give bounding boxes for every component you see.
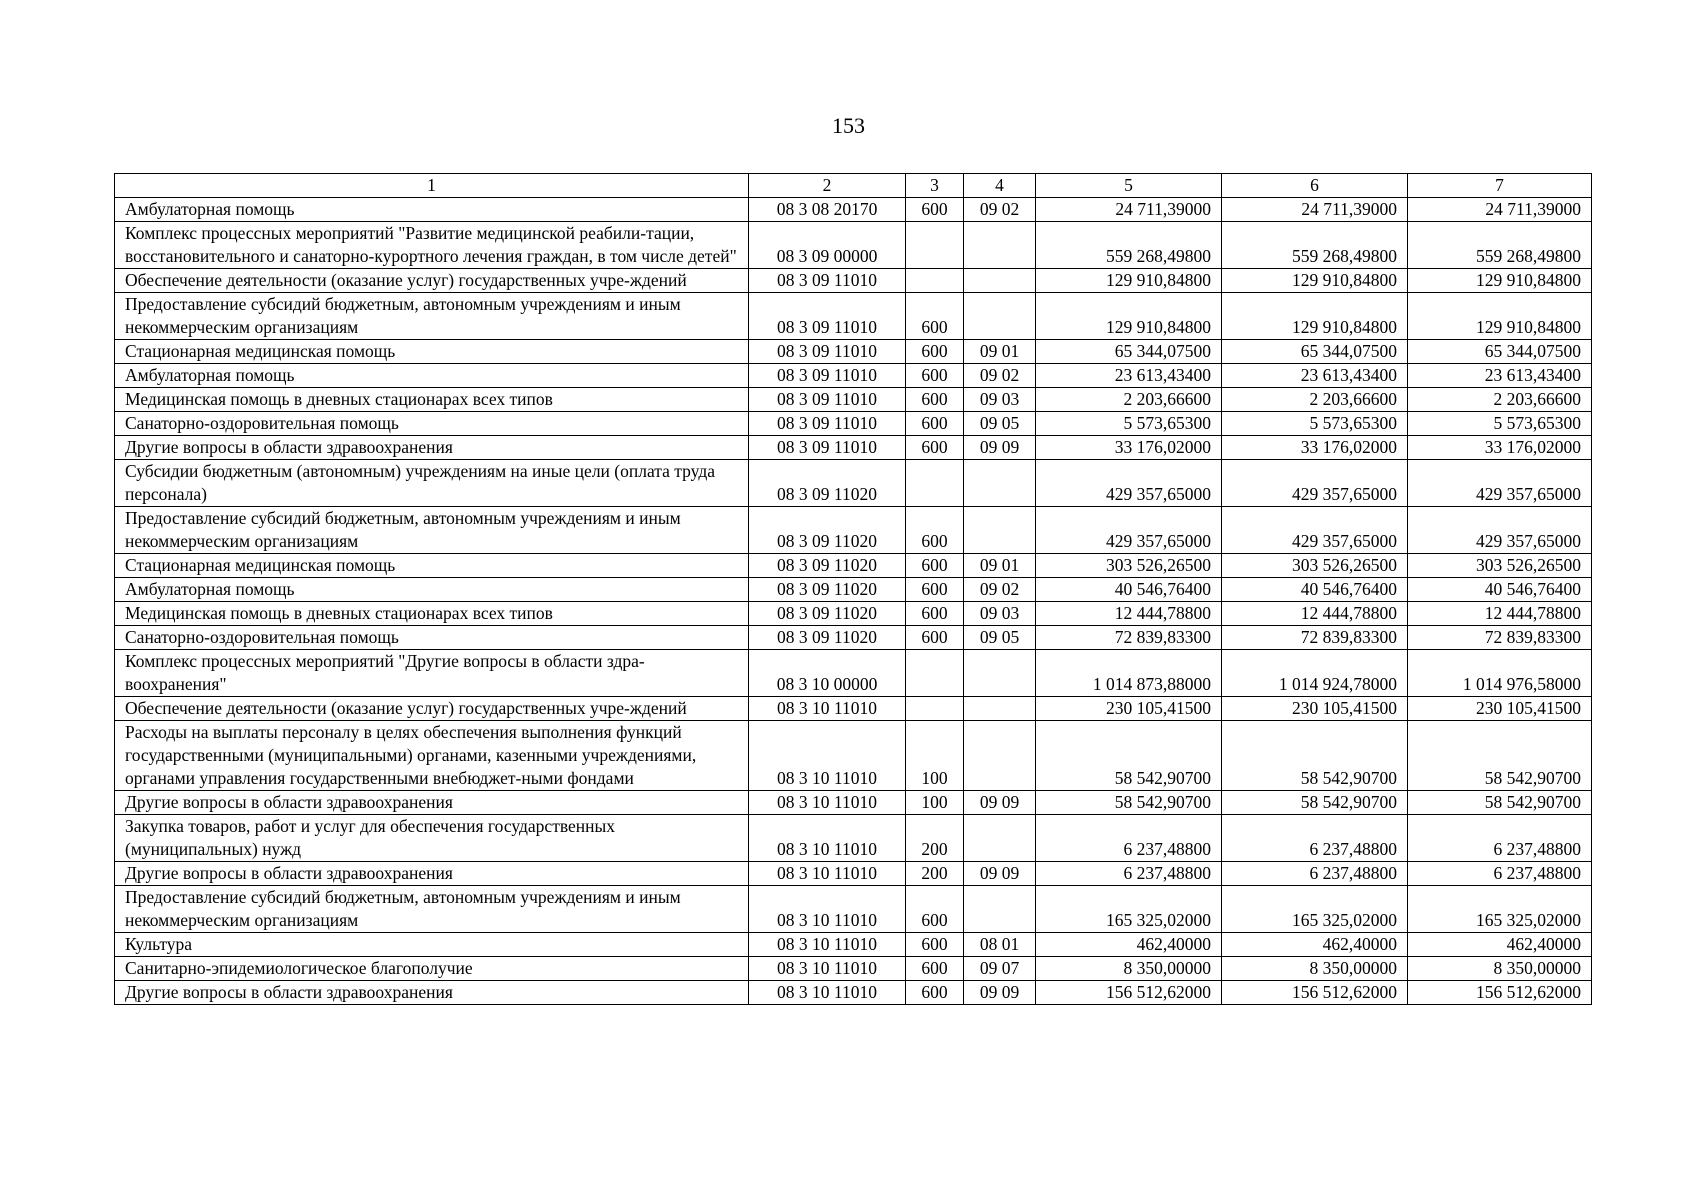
row-expense-type-cell: 600	[906, 602, 964, 626]
row-target-code-cell: 08 3 08 20170	[749, 198, 906, 222]
row-target-code-cell: 08 3 09 11010	[749, 340, 906, 364]
row-section-cell: 09 02	[964, 198, 1036, 222]
row-amount-cell: 165 325,02000	[1408, 886, 1592, 933]
row-section-cell	[964, 222, 1036, 269]
table-row	[115, 222, 1592, 269]
row-amount-cell: 58 542,90700	[1222, 721, 1408, 791]
row-target-code-cell: 08 3 09 11010	[749, 364, 906, 388]
row-amount-cell: 12 444,78800	[1222, 602, 1408, 626]
row-amount-cell: 303 526,26500	[1408, 554, 1592, 578]
row-amount-cell: 24 711,39000	[1408, 198, 1592, 222]
row-expense-type-cell: 600	[906, 198, 964, 222]
row-name-cell: Предоставление субсидий бюджетным, автономным учреждениям и иным некоммерческим организациям	[115, 293, 749, 340]
row-amount-cell: 230 105,41500	[1408, 697, 1592, 721]
row-amount-cell: 129 910,84800	[1222, 293, 1408, 340]
row-amount-cell: 1 014 924,78000	[1222, 650, 1408, 697]
column-number: 1	[115, 174, 749, 198]
row-section-cell: 09 09	[964, 862, 1036, 886]
row-expense-type-cell: 200	[906, 815, 964, 862]
row-amount-cell: 230 105,41500	[1036, 697, 1222, 721]
row-amount-cell: 429 357,65000	[1408, 507, 1592, 554]
row-amount-cell: 2 203,66600	[1222, 388, 1408, 412]
row-target-code-cell: 08 3 10 11010	[749, 862, 906, 886]
row-section-cell: 09 09	[964, 981, 1036, 1005]
row-expense-type-cell: 600	[906, 412, 964, 436]
row-target-code-cell: 08 3 10 11010	[749, 981, 906, 1005]
table-row	[115, 554, 1592, 578]
row-target-code-cell: 08 3 10 11010	[749, 886, 906, 933]
row-name-cell: Медицинская помощь в дневных стационарах всех типов	[115, 602, 749, 626]
page-number: 153	[832, 113, 865, 138]
row-section-cell: 09 05	[964, 412, 1036, 436]
row-amount-cell: 129 910,84800	[1036, 269, 1222, 293]
table-row	[115, 198, 1592, 222]
row-expense-type-cell: 600	[906, 388, 964, 412]
table-row	[115, 791, 1592, 815]
row-expense-type-cell: 600	[906, 554, 964, 578]
row-amount-cell: 24 711,39000	[1036, 198, 1222, 222]
table-row	[115, 436, 1592, 460]
row-section-cell: 09 03	[964, 388, 1036, 412]
row-amount-cell: 156 512,62000	[1036, 981, 1222, 1005]
row-amount-cell: 65 344,07500	[1036, 340, 1222, 364]
budget-table	[114, 173, 1592, 1005]
row-target-code-cell: 08 3 09 11020	[749, 554, 906, 578]
table-row	[115, 626, 1592, 650]
row-amount-cell: 72 839,83300	[1408, 626, 1592, 650]
row-amount-cell: 129 910,84800	[1408, 293, 1592, 340]
row-name-cell: Субсидии бюджетным (автономным) учреждениям на иные цели (оплата труда персонала)	[115, 460, 749, 507]
row-name-cell: Комплекс процессных мероприятий "Развитие медицинской реабили-тации, восстановительного и санаторно-курортного лечения граждан, в том числе детей"	[115, 222, 749, 269]
row-section-cell	[964, 293, 1036, 340]
row-expense-type-cell: 100	[906, 791, 964, 815]
row-section-cell	[964, 815, 1036, 862]
table-row	[115, 293, 1592, 340]
row-name-cell: Санаторно-оздоровительная помощь	[115, 626, 749, 650]
row-amount-cell: 129 910,84800	[1222, 269, 1408, 293]
row-amount-cell: 2 203,66600	[1408, 388, 1592, 412]
row-target-code-cell: 08 3 09 11020	[749, 626, 906, 650]
row-amount-cell: 72 839,83300	[1036, 626, 1222, 650]
row-name-cell: Амбулаторная помощь	[115, 578, 749, 602]
row-amount-cell: 462,40000	[1036, 933, 1222, 957]
row-expense-type-cell: 600	[906, 293, 964, 340]
row-target-code-cell: 08 3 10 11010	[749, 721, 906, 791]
row-name-cell: Другие вопросы в области здравоохранения	[115, 981, 749, 1005]
table-row	[115, 388, 1592, 412]
row-amount-cell: 6 237,48800	[1036, 815, 1222, 862]
row-amount-cell: 2 203,66600	[1036, 388, 1222, 412]
row-amount-cell: 303 526,26500	[1036, 554, 1222, 578]
row-amount-cell: 6 237,48800	[1408, 815, 1592, 862]
column-number: 5	[1036, 174, 1222, 198]
row-amount-cell: 58 542,90700	[1408, 721, 1592, 791]
row-amount-cell: 23 613,43400	[1222, 364, 1408, 388]
row-target-code-cell: 08 3 09 11020	[749, 602, 906, 626]
row-expense-type-cell	[906, 269, 964, 293]
table-row	[115, 602, 1592, 626]
row-section-cell	[964, 507, 1036, 554]
row-target-code-cell: 08 3 10 11010	[749, 957, 906, 981]
row-target-code-cell: 08 3 10 11010	[749, 791, 906, 815]
row-expense-type-cell	[906, 697, 964, 721]
row-section-cell: 08 01	[964, 933, 1036, 957]
table-row	[115, 340, 1592, 364]
table-row	[115, 815, 1592, 862]
row-name-cell: Стационарная медицинская помощь	[115, 554, 749, 578]
row-amount-cell: 462,40000	[1222, 933, 1408, 957]
row-name-cell: Санаторно-оздоровительная помощь	[115, 412, 749, 436]
row-section-cell	[964, 721, 1036, 791]
row-expense-type-cell: 600	[906, 364, 964, 388]
row-amount-cell: 462,40000	[1408, 933, 1592, 957]
row-target-code-cell: 08 3 10 11010	[749, 933, 906, 957]
row-target-code-cell: 08 3 09 11010	[749, 436, 906, 460]
row-target-code-cell: 08 3 10 00000	[749, 650, 906, 697]
table-row	[115, 981, 1592, 1005]
row-section-cell: 09 09	[964, 791, 1036, 815]
row-amount-cell: 165 325,02000	[1222, 886, 1408, 933]
table-header-row	[115, 174, 1592, 198]
row-amount-cell: 58 542,90700	[1408, 791, 1592, 815]
row-target-code-cell: 08 3 09 11010	[749, 412, 906, 436]
table-row	[115, 460, 1592, 507]
row-amount-cell: 1 014 976,58000	[1408, 650, 1592, 697]
row-name-cell: Комплекс процессных мероприятий "Другие вопросы в области здра-воохранения"	[115, 650, 749, 697]
column-number: 2	[749, 174, 906, 198]
row-amount-cell: 72 839,83300	[1222, 626, 1408, 650]
row-target-code-cell: 08 3 09 11010	[749, 388, 906, 412]
row-amount-cell: 40 546,76400	[1036, 578, 1222, 602]
row-section-cell: 09 01	[964, 340, 1036, 364]
row-amount-cell: 33 176,02000	[1222, 436, 1408, 460]
row-expense-type-cell: 600	[906, 578, 964, 602]
column-number: 6	[1222, 174, 1408, 198]
row-target-code-cell: 08 3 10 11010	[749, 697, 906, 721]
row-amount-cell: 6 237,48800	[1222, 862, 1408, 886]
row-amount-cell: 6 237,48800	[1036, 862, 1222, 886]
row-name-cell: Амбулаторная помощь	[115, 198, 749, 222]
row-amount-cell: 156 512,62000	[1408, 981, 1592, 1005]
row-section-cell: 09 09	[964, 436, 1036, 460]
table-row	[115, 364, 1592, 388]
row-amount-cell: 65 344,07500	[1408, 340, 1592, 364]
row-section-cell	[964, 650, 1036, 697]
row-amount-cell: 129 910,84800	[1408, 269, 1592, 293]
row-amount-cell: 559 268,49800	[1408, 222, 1592, 269]
row-section-cell: 09 01	[964, 554, 1036, 578]
row-name-cell: Стационарная медицинская помощь	[115, 340, 749, 364]
row-amount-cell: 8 350,00000	[1408, 957, 1592, 981]
row-section-cell: 09 02	[964, 578, 1036, 602]
column-number: 3	[906, 174, 964, 198]
row-amount-cell: 156 512,62000	[1222, 981, 1408, 1005]
row-name-cell: Другие вопросы в области здравоохранения	[115, 791, 749, 815]
row-expense-type-cell: 600	[906, 507, 964, 554]
row-target-code-cell: 08 3 09 11010	[749, 293, 906, 340]
table-row	[115, 412, 1592, 436]
row-expense-type-cell	[906, 460, 964, 507]
row-amount-cell: 40 546,76400	[1222, 578, 1408, 602]
row-amount-cell: 40 546,76400	[1408, 578, 1592, 602]
row-amount-cell: 303 526,26500	[1222, 554, 1408, 578]
row-amount-cell: 33 176,02000	[1408, 436, 1592, 460]
row-name-cell: Медицинская помощь в дневных стационарах всех типов	[115, 388, 749, 412]
table-row	[115, 507, 1592, 554]
row-section-cell	[964, 697, 1036, 721]
row-target-code-cell: 08 3 09 11020	[749, 460, 906, 507]
row-amount-cell: 12 444,78800	[1036, 602, 1222, 626]
row-section-cell: 09 05	[964, 626, 1036, 650]
row-amount-cell: 33 176,02000	[1036, 436, 1222, 460]
row-section-cell: 09 02	[964, 364, 1036, 388]
column-number: 4	[964, 174, 1036, 198]
table-row	[115, 886, 1592, 933]
row-name-cell: Другие вопросы в области здравоохранения	[115, 862, 749, 886]
row-expense-type-cell: 600	[906, 886, 964, 933]
row-name-cell: Культура	[115, 933, 749, 957]
row-expense-type-cell: 600	[906, 436, 964, 460]
row-expense-type-cell: 600	[906, 340, 964, 364]
row-expense-type-cell: 600	[906, 933, 964, 957]
row-expense-type-cell: 600	[906, 957, 964, 981]
row-name-cell: Амбулаторная помощь	[115, 364, 749, 388]
row-name-cell: Обеспечение деятельности (оказание услуг) государственных учре-ждений	[115, 697, 749, 721]
row-amount-cell: 429 357,65000	[1036, 460, 1222, 507]
row-amount-cell: 8 350,00000	[1222, 957, 1408, 981]
row-amount-cell: 58 542,90700	[1036, 721, 1222, 791]
row-amount-cell: 429 357,65000	[1222, 460, 1408, 507]
row-amount-cell: 24 711,39000	[1222, 198, 1408, 222]
row-amount-cell: 58 542,90700	[1036, 791, 1222, 815]
table-row	[115, 957, 1592, 981]
row-target-code-cell: 08 3 10 11010	[749, 815, 906, 862]
row-amount-cell: 429 357,65000	[1408, 460, 1592, 507]
row-section-cell	[964, 269, 1036, 293]
table-row	[115, 721, 1592, 791]
row-amount-cell: 559 268,49800	[1222, 222, 1408, 269]
row-amount-cell: 5 573,65300	[1036, 412, 1222, 436]
row-amount-cell: 8 350,00000	[1036, 957, 1222, 981]
table-row	[115, 933, 1592, 957]
row-section-cell: 09 07	[964, 957, 1036, 981]
column-number: 7	[1408, 174, 1592, 198]
row-amount-cell: 5 573,65300	[1222, 412, 1408, 436]
row-amount-cell: 1 014 873,88000	[1036, 650, 1222, 697]
row-target-code-cell: 08 3 09 11010	[749, 269, 906, 293]
row-section-cell: 09 03	[964, 602, 1036, 626]
row-expense-type-cell: 200	[906, 862, 964, 886]
row-target-code-cell: 08 3 09 11020	[749, 578, 906, 602]
row-expense-type-cell	[906, 650, 964, 697]
row-amount-cell: 58 542,90700	[1222, 791, 1408, 815]
row-name-cell: Закупка товаров, работ и услуг для обеспечения государственных (муниципальных) нужд	[115, 815, 749, 862]
table-row	[115, 269, 1592, 293]
table-row	[115, 697, 1592, 721]
row-amount-cell: 5 573,65300	[1408, 412, 1592, 436]
row-name-cell: Предоставление субсидий бюджетным, автономным учреждениям и иным некоммерческим организациям	[115, 886, 749, 933]
row-expense-type-cell: 600	[906, 626, 964, 650]
row-amount-cell: 129 910,84800	[1036, 293, 1222, 340]
row-name-cell: Обеспечение деятельности (оказание услуг) государственных учре-ждений	[115, 269, 749, 293]
row-expense-type-cell: 100	[906, 721, 964, 791]
row-expense-type-cell	[906, 222, 964, 269]
row-amount-cell: 23 613,43400	[1036, 364, 1222, 388]
row-name-cell: Санитарно-эпидемиологическое благополучие	[115, 957, 749, 981]
table-row	[115, 578, 1592, 602]
row-amount-cell: 23 613,43400	[1408, 364, 1592, 388]
row-amount-cell: 230 105,41500	[1222, 697, 1408, 721]
row-amount-cell: 559 268,49800	[1036, 222, 1222, 269]
row-expense-type-cell: 600	[906, 981, 964, 1005]
row-target-code-cell: 08 3 09 11020	[749, 507, 906, 554]
row-target-code-cell: 08 3 09 00000	[749, 222, 906, 269]
row-amount-cell: 6 237,48800	[1408, 862, 1592, 886]
row-section-cell	[964, 886, 1036, 933]
row-name-cell: Предоставление субсидий бюджетным, автономным учреждениям и иным некоммерческим организациям	[115, 507, 749, 554]
row-section-cell	[964, 460, 1036, 507]
row-amount-cell: 165 325,02000	[1036, 886, 1222, 933]
table-row	[115, 650, 1592, 697]
table-row	[115, 862, 1592, 886]
row-amount-cell: 12 444,78800	[1408, 602, 1592, 626]
row-amount-cell: 6 237,48800	[1222, 815, 1408, 862]
row-name-cell: Другие вопросы в области здравоохранения	[115, 436, 749, 460]
row-name-cell: Расходы на выплаты персоналу в целях обеспечения выполнения функций государственными (муниципальными) органами, казенными учреждениями, органами управления государственными внебюджет-ными фондами	[115, 721, 749, 791]
row-amount-cell: 65 344,07500	[1222, 340, 1408, 364]
row-amount-cell: 429 357,65000	[1222, 507, 1408, 554]
row-amount-cell: 429 357,65000	[1036, 507, 1222, 554]
